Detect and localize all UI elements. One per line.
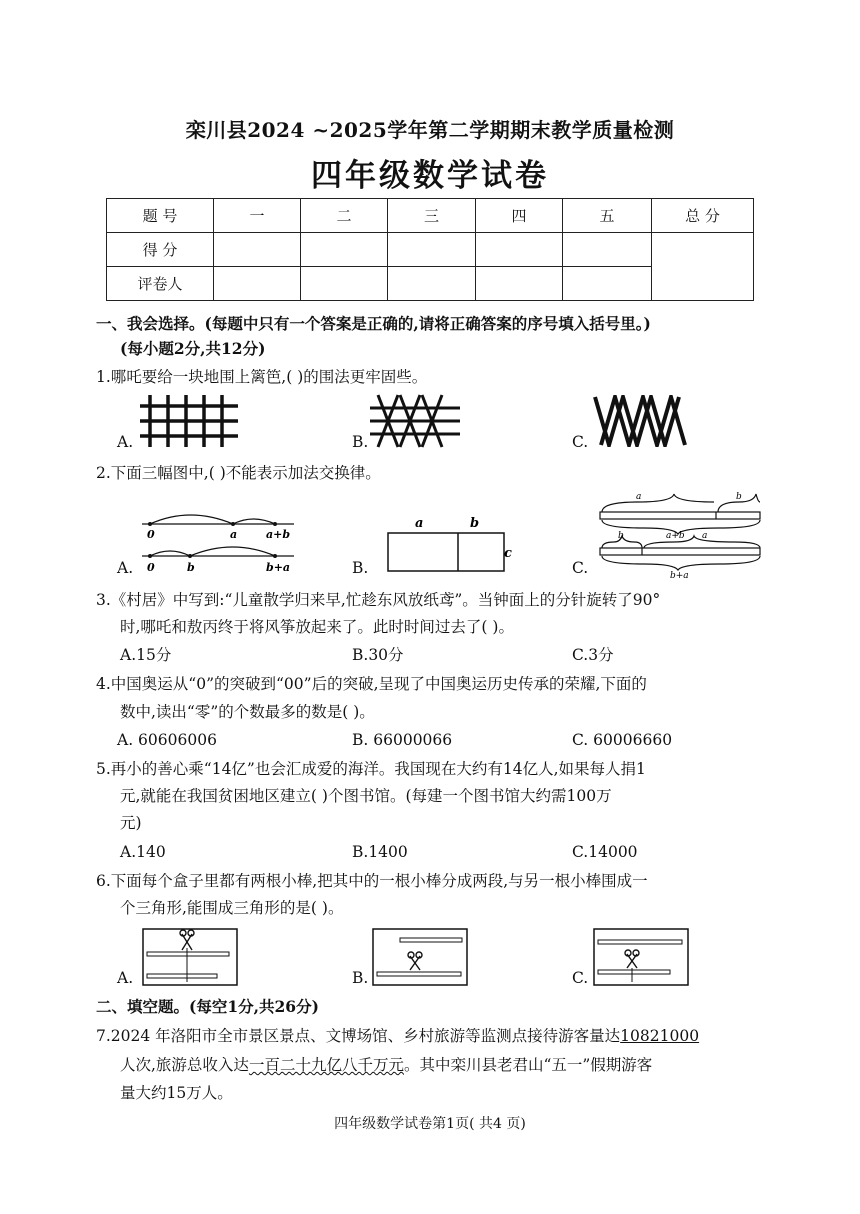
- question-7-line1: [96, 1026, 699, 1046]
- scissors-icon: [408, 952, 422, 970]
- rectangle-figure: [384, 515, 514, 575]
- option-b: B.30分: [352, 646, 404, 664]
- fig-label: b+a: [266, 561, 291, 574]
- question-7-line2: [120, 1055, 652, 1075]
- grader-cell[interactable]: [301, 267, 388, 301]
- section2-heading: 二、填空题。(每空1分,共26分): [96, 997, 319, 1016]
- question-6-line1: 6.下面每个盒子里都有两根小棒,把其中的一根小棒分成两段,与另一根小棒围成一: [96, 872, 648, 890]
- table-cell: 评卷人: [107, 267, 214, 301]
- question-1: 1.哪吒要给一块地围上篱笆,( )的围法更牢固些。: [96, 368, 428, 386]
- fig-label: b: [736, 492, 742, 502]
- question-4-line1: 4.中国奥运从“0”的突破到“00”后的突破,呈现了中国奥运历史传承的荣耀,下面的: [96, 675, 647, 693]
- score-table: [106, 198, 754, 301]
- fence-cross-figure: [370, 393, 462, 449]
- brace-figure: [594, 490, 764, 580]
- table-cell: 总 分: [652, 199, 754, 233]
- option-b: B.1400: [352, 843, 408, 861]
- wavy-underlined-amount: 一百二十九亿八千万元: [248, 1056, 404, 1074]
- option-a-label: A.: [117, 433, 134, 451]
- fig-label: c: [504, 546, 512, 561]
- fig-label: a: [702, 531, 708, 541]
- grader-cell[interactable]: [214, 267, 301, 301]
- fig-label: a: [230, 528, 238, 541]
- option-b-label: B.: [352, 433, 369, 451]
- number-line-figure: [138, 506, 298, 576]
- score-cell[interactable]: [301, 233, 388, 267]
- section1-note: (每小题2分,共12分): [120, 339, 266, 358]
- table-cell: 二: [301, 199, 388, 233]
- option-c-label: C.: [572, 559, 589, 577]
- fig-label: a+b: [266, 528, 291, 541]
- option-c-label: C.: [572, 969, 589, 987]
- table-cell: 三: [388, 199, 476, 233]
- question-4-line2: 数中,读出“零”的个数最多的数是( )。: [120, 703, 375, 721]
- scissors-icon: [180, 930, 194, 950]
- table-cell: 一: [214, 199, 301, 233]
- score-cell[interactable]: [388, 233, 476, 267]
- fig-label: a: [636, 492, 642, 502]
- exam-subtitle: 四年级数学试卷: [311, 158, 549, 194]
- option-b-label: B.: [352, 559, 369, 577]
- question-5-line1: 5.再小的善心乘“14亿”也会汇成爱的海洋。我国现在大约有14亿人,如果每人捐1: [96, 760, 646, 778]
- page-footer: 四年级数学试卷第1页( 共4 页): [334, 1116, 526, 1132]
- question-7-line3: 量大约15万人。: [120, 1084, 233, 1102]
- option-c-label: C.: [572, 433, 589, 451]
- question-3-line2: 时,哪吒和敖丙终于将风筝放起来了。此时时间过去了( )。: [120, 618, 514, 636]
- section1-heading: 一、我会选择。(每题中只有一个答案是正确的,请将正确答案的序号填入括号里。): [96, 314, 651, 333]
- fig-label: b: [187, 561, 195, 574]
- score-table-header-row: [107, 199, 754, 233]
- grader-cell[interactable]: [563, 267, 652, 301]
- option-c: C. 60006660: [572, 731, 673, 749]
- grader-cell[interactable]: [476, 267, 563, 301]
- fig-label: b: [470, 516, 480, 531]
- option-c: C.3分: [572, 646, 614, 664]
- fig-label: a: [415, 516, 424, 531]
- score-cell[interactable]: [476, 233, 563, 267]
- option-c: C.14000: [572, 843, 638, 861]
- score-row: [107, 233, 754, 267]
- question-6-line2: 个三角形,能围成三角形的是( )。: [120, 899, 344, 917]
- exam-title: 栾川县2024 ~2025学年第二学期期末教学质量检测: [185, 118, 675, 142]
- fig-label: 0: [147, 561, 155, 574]
- grader-cell[interactable]: [388, 267, 476, 301]
- q7-text: 。其中栾川县老君山“五一”假期游客: [403, 1056, 653, 1074]
- fence-grid-figure: [138, 393, 242, 449]
- fig-label: b: [618, 531, 624, 541]
- total-score-cell[interactable]: [652, 233, 754, 301]
- fig-label: 0: [147, 528, 155, 541]
- underlined-number: 10821000: [620, 1027, 700, 1045]
- question-3-line1: 3.《村居》中写到:“儿童散学归来早,忙趁东风放纸鸢”。当钟面上的分针旋转了90°: [96, 591, 661, 609]
- q7-text: 人次,旅游总收入达: [120, 1056, 249, 1074]
- fence-zigzag-figure: [593, 395, 689, 447]
- table-cell: 题 号: [107, 199, 214, 233]
- fig-label: a+b: [666, 531, 685, 541]
- option-b-label: B.: [352, 969, 369, 987]
- question-5-line3: 元): [120, 814, 142, 832]
- table-cell: 得 分: [107, 233, 214, 267]
- question-5-line2: 元,就能在我国贫困地区建立( )个图书馆。(每建一个图书馆大约需100万: [120, 787, 612, 805]
- fig-label: b+a: [670, 571, 689, 580]
- option-a: A. 60606006: [117, 731, 217, 749]
- table-cell: 五: [563, 199, 652, 233]
- option-a-label: A.: [117, 559, 134, 577]
- option-a-label: A.: [117, 969, 134, 987]
- score-cell[interactable]: [214, 233, 301, 267]
- question-2: 2.下面三幅图中,( )不能表示加法交换律。: [96, 464, 381, 482]
- option-b: B. 66000066: [352, 731, 453, 749]
- stick-box-a: [142, 928, 238, 986]
- scissors-icon: [625, 950, 639, 968]
- table-cell: 四: [476, 199, 563, 233]
- score-cell[interactable]: [563, 233, 652, 267]
- q7-text: 7.2024 年洛阳市全市景区景点、文博场馆、乡村旅游等监测点接待游客量达: [96, 1027, 621, 1045]
- stick-box-b: [372, 928, 468, 986]
- option-a: A.140: [120, 843, 166, 861]
- option-a: A.15分: [120, 646, 172, 664]
- stick-box-c: [593, 928, 689, 986]
